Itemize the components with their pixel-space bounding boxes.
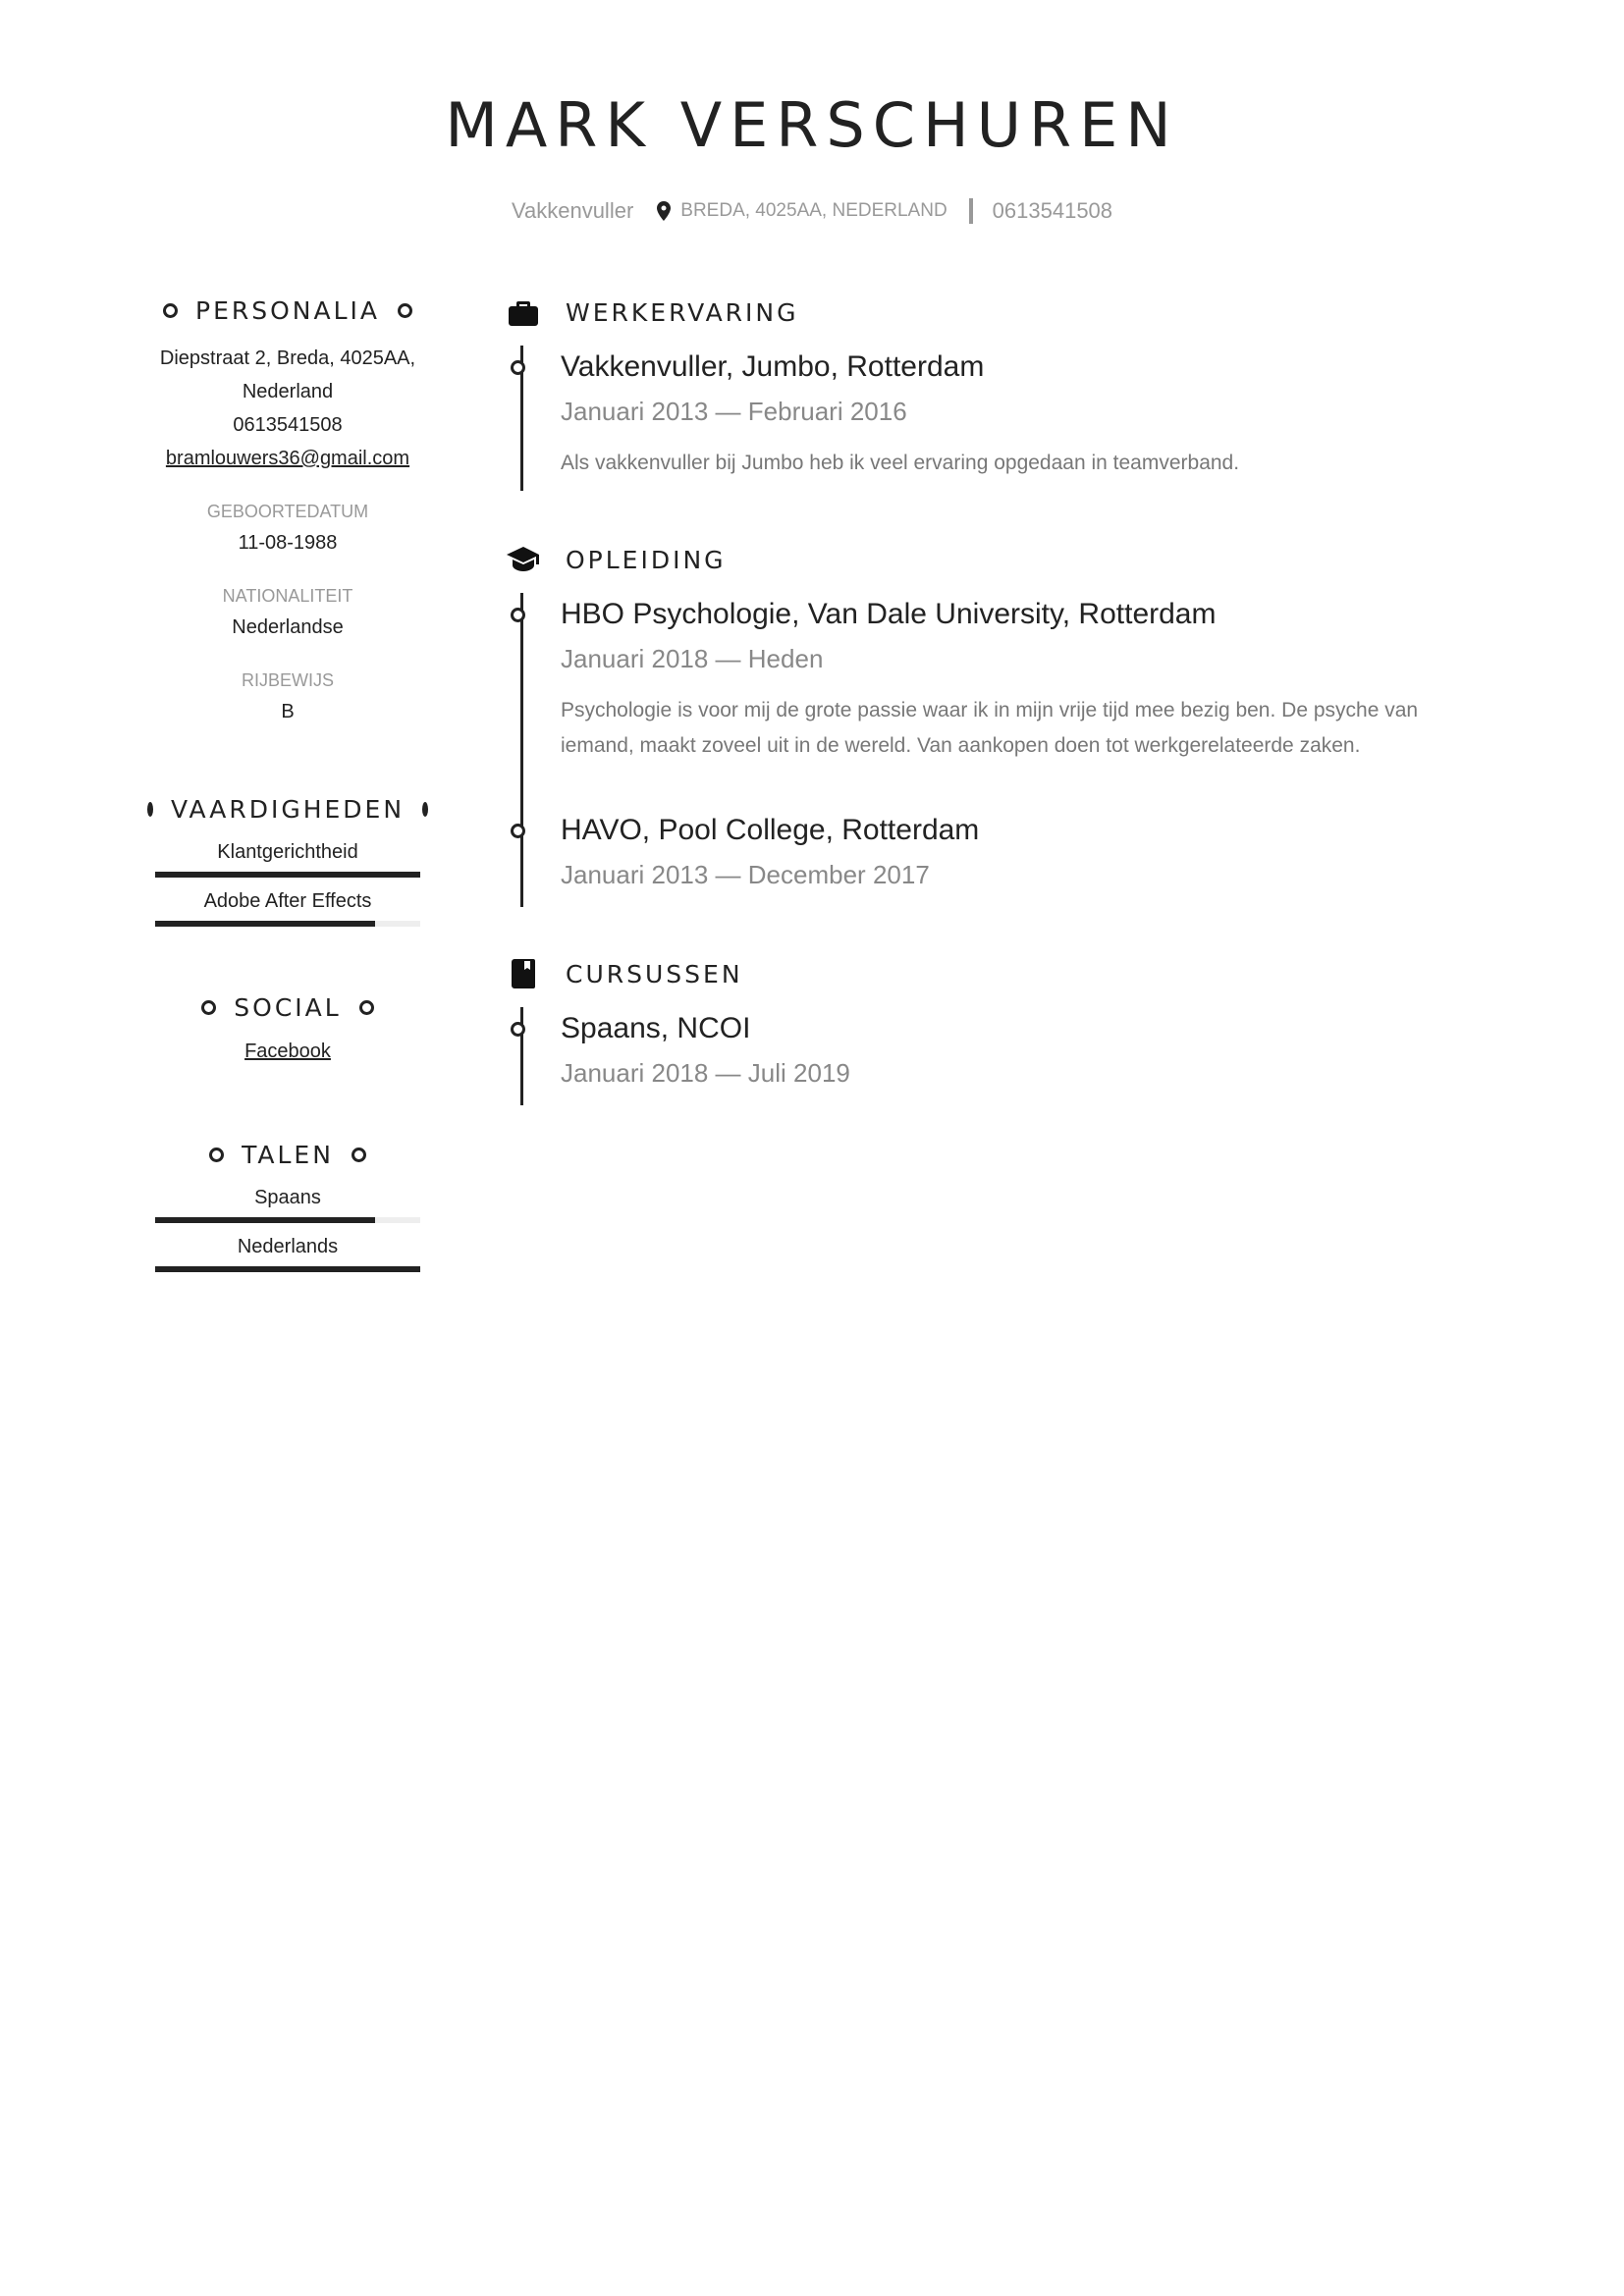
ring-icon [209,1148,224,1162]
skills-heading-text: VAARDIGHEDEN [170,794,406,824]
language-item [155,1178,420,1223]
address-line-2: Nederland [242,381,334,402]
work-section [507,291,1489,491]
entry-dates: Januari 2013 — December 2017 [561,860,930,889]
license-label: RIJBEWIJS [241,670,334,690]
timeline-dot [511,1022,525,1037]
education-heading-text: OPLEIDING [566,545,727,574]
location [657,200,947,222]
social-heading-text: SOCIAL [234,992,342,1022]
personalia-section [155,291,420,728]
birthdate-value: 11-08-1988 [238,532,338,554]
skill-level-bar [155,921,375,927]
header-contact-line [0,198,1624,224]
personalia-heading-text: PERSONALIA [195,295,380,325]
languages-heading [155,1135,420,1174]
header-separator [969,198,973,224]
skills-section [155,789,420,927]
work-entry [561,346,1489,491]
social-heading [155,988,420,1027]
language-level-track [155,1266,420,1272]
entry-description: Psychologie is voor mij de grote passie waar ik in mijn vrije tijd mee bezig ben. De psyche van iemand, maakt zoveel uit in de wereld. Van aankopen doen tot werkgerelateerde zaken. [561,699,1419,757]
ring-icon [359,1000,374,1015]
resume-name: MARK VERSCHUREN [445,89,1179,161]
ring-icon [398,303,412,318]
map-pin-icon [657,201,671,221]
location-text: BREDA, 4025AA, NEDERLAND [680,200,947,221]
work-heading-text: WERKERVARING [566,297,799,327]
sidebar [155,291,420,1272]
course-entry [561,1007,1489,1105]
social-section [155,988,420,1068]
skill-item [155,832,420,878]
nationality-label: NATIONALITEIT [222,586,353,606]
language-item [155,1227,420,1272]
header-phone: 0613541508 [992,198,1113,223]
entry-dates: Januari 2013 — Februari 2016 [561,397,907,426]
entry-description: Als vakkenvuller bij Jumbo heb ik veel ervaring opgedaan in teamverband. [561,452,1240,474]
language-level-bar [155,1266,420,1272]
skill-label: Klantgerichtheid [217,841,358,863]
briefcase-icon [507,295,540,329]
languages-heading-text: TALEN [242,1140,334,1169]
entry-title: HBO Psychologie, Van Dale University, Rotterdam [561,598,1217,630]
courses-section [507,952,1489,1105]
ring-icon [352,1148,366,1162]
timeline-dot [511,360,525,375]
entry-title: Spaans, NCOI [561,1012,751,1044]
timeline-dot [511,824,525,838]
courses-heading-text: CURSUSSEN [566,959,743,988]
birthdate-label: GEBOORTEDATUM [206,502,369,521]
language-label: Spaans [254,1187,321,1208]
entry-title: Vakkenvuller, Jumbo, Rotterdam [561,350,985,383]
ring-icon [163,303,178,318]
language-level-track [155,1217,420,1223]
main-content [507,291,1489,1105]
facebook-link[interactable]: Facebook [244,1041,331,1062]
skill-level-track [155,921,420,927]
language-label: Nederlands [237,1236,339,1257]
email-link[interactable]: bramlouwers36@gmail.com [165,448,410,469]
skill-level-track [155,872,420,878]
work-timeline [520,346,1489,491]
entry-title: HAVO, Pool College, Rotterdam [561,814,980,846]
languages-section [155,1135,420,1272]
ring-icon [147,802,153,817]
courses-timeline [520,1007,1489,1105]
skill-level-bar [155,872,420,878]
timeline-dot [511,608,525,622]
personal-phone: 0613541508 [233,414,343,436]
job-title: Vakkenvuller [511,198,634,223]
skill-label: Adobe After Effects [203,890,372,912]
courses-heading [507,952,1489,995]
education-heading [507,538,1489,581]
skills-heading [155,789,420,828]
graduation-cap-icon [507,543,540,576]
nationality-value: Nederlandse [232,616,344,638]
book-icon [507,957,540,990]
entry-dates: Januari 2018 — Heden [561,644,824,673]
ring-icon [201,1000,216,1015]
address-line-1: Diepstraat 2, Breda, 4025AA, [159,347,416,369]
work-heading [507,291,1489,334]
education-timeline [520,593,1489,907]
language-level-bar [155,1217,375,1223]
education-entry [561,809,1489,907]
education-entry [561,593,1489,809]
ring-icon [422,802,428,817]
license-value: B [281,701,295,722]
entry-dates: Januari 2018 — Juli 2019 [561,1058,850,1088]
education-section [507,538,1489,907]
personalia-heading [155,291,420,330]
skill-item [155,881,420,927]
